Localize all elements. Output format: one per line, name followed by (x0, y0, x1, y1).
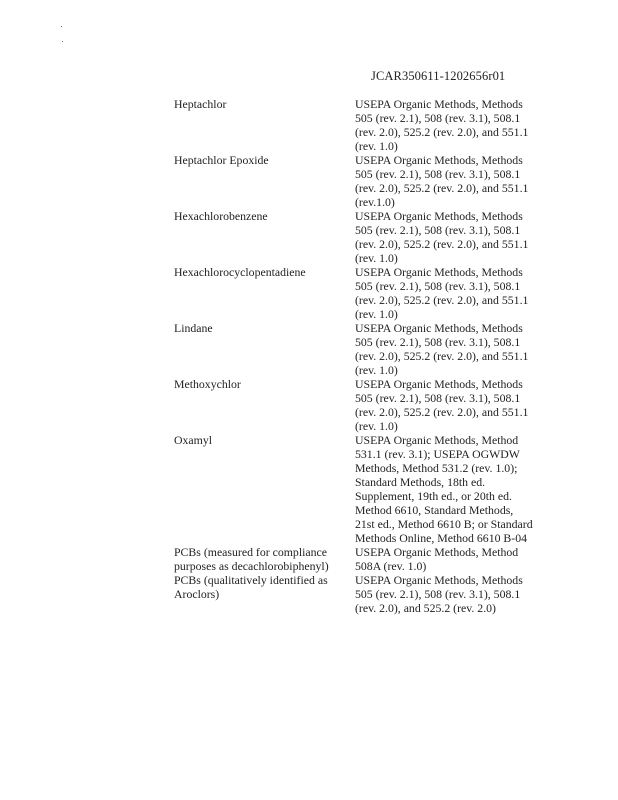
method-line: (rev. 1.0) (355, 419, 398, 433)
method-line: (rev.1.0) (355, 195, 395, 209)
analyte-cell (174, 573, 355, 601)
method-cell (355, 97, 565, 153)
method-line: Supplement, 19th ed., or 20th ed. (355, 489, 512, 503)
table-row (174, 153, 574, 209)
method-line: 505 (rev. 2.1), 508 (rev. 3.1), 508.1 (355, 167, 521, 181)
method-line: (rev. 1.0) (355, 307, 398, 321)
analyte-name: PCBs (qualitatively identified as (174, 573, 328, 587)
method-line: USEPA Organic Methods, Methods (355, 153, 523, 167)
method-line: (rev. 2.0), 525.2 (rev. 2.0), and 551.1 (355, 349, 529, 363)
method-line: USEPA Organic Methods, Methods (355, 209, 523, 223)
analyte-cell (174, 153, 355, 167)
method-line: USEPA Organic Methods, Method (355, 545, 519, 559)
table-row (174, 573, 574, 615)
analyte-name: Oxamyl (174, 433, 213, 447)
table-row (174, 265, 574, 321)
table-row (174, 377, 574, 433)
analyte-cell (174, 377, 355, 391)
analyte-cell (174, 209, 355, 223)
method-cell (355, 321, 565, 377)
method-line: USEPA Organic Methods, Methods (355, 377, 523, 391)
method-line: 505 (rev. 2.1), 508 (rev. 3.1), 508.1 (355, 587, 521, 601)
analyte-name: Methoxychlor (174, 377, 241, 391)
method-line: USEPA Organic Methods, Methods (355, 573, 523, 587)
analyte-cell (174, 265, 355, 279)
method-line: Method 6610, Standard Methods, (355, 503, 514, 517)
method-cell (355, 153, 565, 209)
method-line: (rev. 2.0), 525.2 (rev. 2.0), and 551.1 (355, 293, 529, 307)
method-line: (rev. 2.0), and 525.2 (rev. 2.0) (355, 601, 496, 615)
method-line: (rev. 1.0) (355, 139, 398, 153)
analyte-name: Heptachlor Epoxide (174, 153, 269, 167)
method-line: Methods Online, Method 6610 B-04 (355, 531, 528, 545)
table-row (174, 433, 574, 545)
analyte-name: purposes as decachlorobiphenyl) (174, 559, 329, 573)
document-id: JCAR350611-1202656r01 (371, 69, 506, 83)
method-line: 505 (rev. 2.1), 508 (rev. 3.1), 508.1 (355, 391, 521, 405)
analyte-method-table (174, 97, 574, 615)
method-line: Methods, Method 531.2 (rev. 1.0); (355, 461, 518, 475)
table-row (174, 209, 574, 265)
method-line: USEPA Organic Methods, Methods (355, 97, 523, 111)
method-line: (rev. 2.0), 525.2 (rev. 2.0), and 551.1 (355, 181, 529, 195)
method-line: 505 (rev. 2.1), 508 (rev. 3.1), 508.1 (355, 111, 521, 125)
method-cell (355, 545, 565, 573)
method-line: Standard Methods, 18th ed. (355, 475, 486, 489)
method-line: 508A (rev. 1.0) (355, 559, 427, 573)
method-line: (rev. 2.0), 525.2 (rev. 2.0), and 551.1 (355, 405, 529, 419)
method-cell (355, 265, 565, 321)
method-line: (rev. 2.0), 525.2 (rev. 2.0), and 551.1 (355, 125, 529, 139)
table-row (174, 97, 574, 153)
analyte-name: Hexachlorobenzene (174, 209, 268, 223)
method-cell (355, 377, 565, 433)
method-line: USEPA Organic Methods, Methods (355, 321, 523, 335)
method-line: (rev. 2.0), 525.2 (rev. 2.0), and 551.1 (355, 237, 529, 251)
method-line: (rev. 1.0) (355, 363, 398, 377)
analyte-cell (174, 545, 355, 573)
analyte-name: PCBs (measured for compliance (174, 545, 327, 559)
method-line: 505 (rev. 2.1), 508 (rev. 3.1), 508.1 (355, 335, 521, 349)
analyte-name: Hexachlorocyclopentadiene (174, 265, 306, 279)
method-line: 531.1 (rev. 3.1); USEPA OGWDW (355, 447, 520, 461)
analyte-name: Lindane (174, 321, 213, 335)
method-cell (355, 573, 565, 615)
table-row (174, 545, 574, 573)
analyte-name: Aroclors) (174, 587, 220, 601)
analyte-name: Heptachlor (174, 97, 227, 111)
method-line: 505 (rev. 2.1), 508 (rev. 3.1), 508.1 (355, 223, 521, 237)
method-line: USEPA Organic Methods, Method (355, 433, 519, 447)
scan-speck (62, 41, 63, 42)
method-line: 505 (rev. 2.1), 508 (rev. 3.1), 508.1 (355, 279, 521, 293)
analyte-cell (174, 321, 355, 335)
method-line: (rev. 1.0) (355, 251, 398, 265)
method-line: 21st ed., Method 6610 B; or Standard (355, 517, 533, 531)
analyte-cell (174, 97, 355, 111)
analyte-cell (174, 433, 355, 447)
table-row (174, 321, 574, 377)
scan-speck (61, 26, 62, 27)
method-cell (355, 433, 565, 545)
method-line: USEPA Organic Methods, Methods (355, 265, 523, 279)
method-cell (355, 209, 565, 265)
